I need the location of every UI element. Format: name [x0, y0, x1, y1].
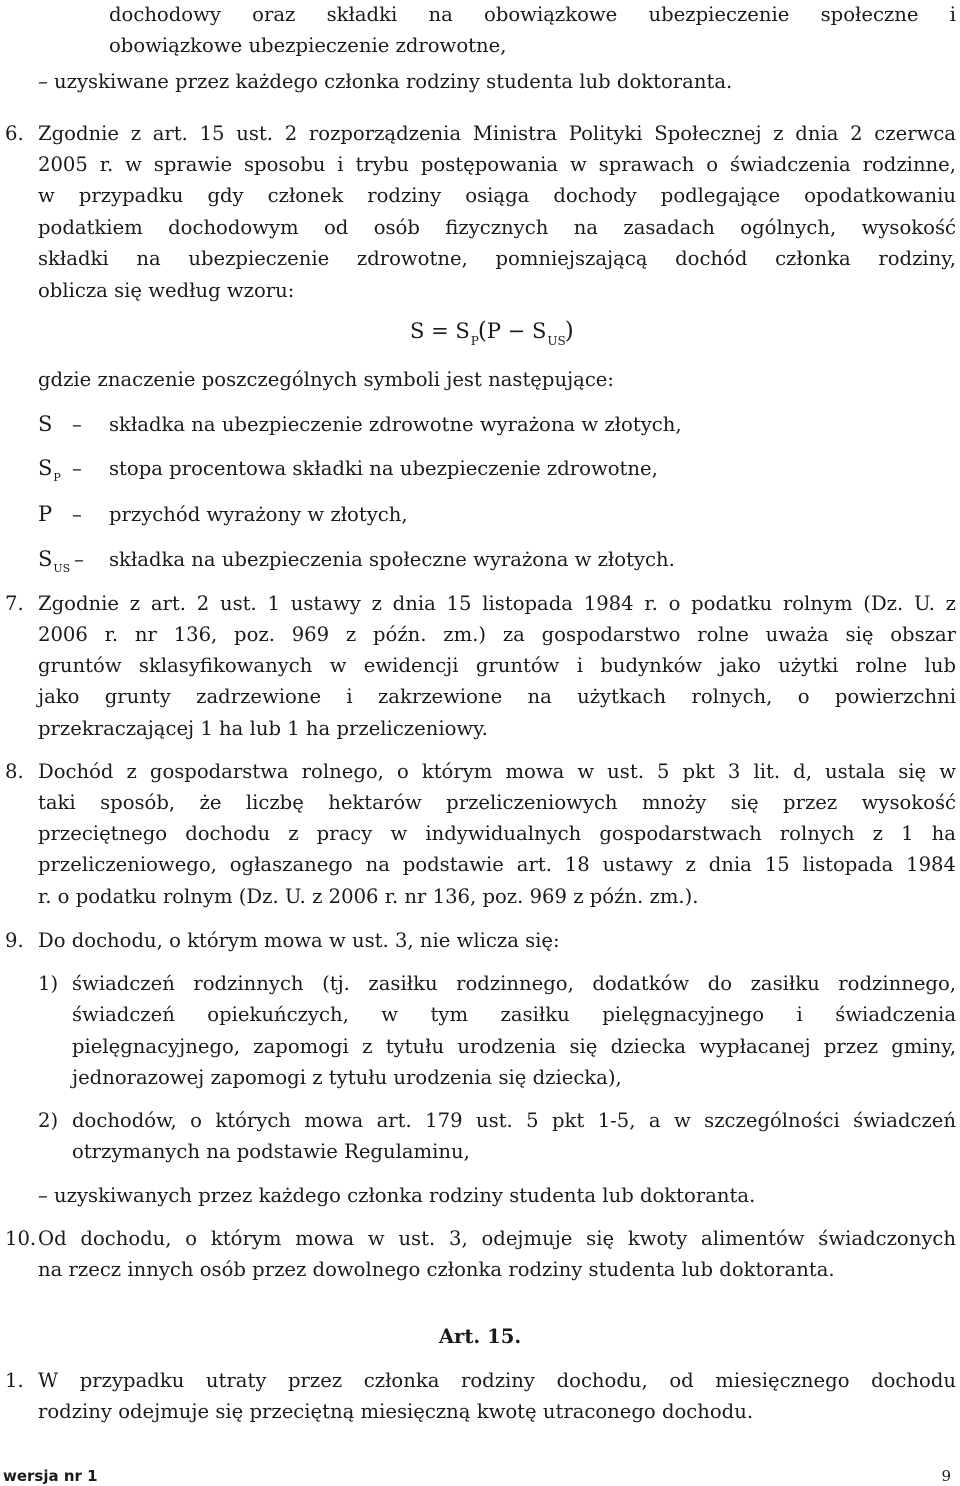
- legend-1-symbol: $S_P$: [38, 456, 61, 484]
- item-9-sub-2-number: 2): [38, 1109, 59, 1132]
- formula-sub-us: US: [547, 334, 566, 348]
- item-8-line-4: przeliczeniowego, ogłaszanego na podstawie art. 18 ustawy z dnia 15 listopada 1984: [38, 853, 956, 876]
- formula-sub-p: P: [470, 334, 479, 348]
- item-9-sub-2-line-2: otrzymanych na podstawie Regulaminu,: [72, 1140, 470, 1163]
- item-10-line-1: Od dochodu, o którym mowa w ust. 3, odejmuje się kwoty alimentów świadczonych: [38, 1227, 956, 1250]
- item-9-number: 9.: [5, 929, 24, 952]
- legend-3-symbol: $S_{US}$: [38, 547, 71, 575]
- item-9-sub-1-line-1: świadczeń rodzinnych (tj. zasiłku rodzinnego, dodatków do zasiłku rodzinnego,: [72, 972, 956, 995]
- item-9-dash-line: – uzyskiwanych przez każdego członka rodziny studenta lub doktoranta.: [38, 1184, 756, 1207]
- formula-lhs: S: [410, 319, 425, 343]
- legend-0-symbol: S: [38, 412, 53, 436]
- item-7-line-4: jako grunty zadrzewione i zakrzewione na użytkach rolnych, o powierzchni: [38, 685, 956, 708]
- item-10-line-2: na rzecz innych osób przez dowolnego członka rodziny studenta lub doktoranta.: [38, 1258, 835, 1281]
- item-6-number: 6.: [5, 122, 24, 145]
- top-para-line-1: dochodowy oraz składki na obowiązkowe ubezpieczenie społeczne i: [109, 3, 956, 26]
- top-dash-line: – uzyskiwane przez każdego członka rodziny studenta lub doktoranta.: [38, 70, 733, 93]
- art-15-item-1-line-1: W przypadku utraty przez członka rodziny dochodu, od miesięcznego dochodu: [38, 1369, 956, 1392]
- legend-3-dash: –: [74, 548, 84, 571]
- item-8-line-1: Dochód z gospodarstwa rolnego, o którym mowa w ust. 5 pkt 3 lit. d, ustala się w: [38, 760, 956, 783]
- legend-0-dash: –: [72, 413, 82, 436]
- item-6-line-2: 2005 r. w sprawie sposobu i trybu postępowania w sprawach o świadczenia rodzinne,: [38, 153, 956, 176]
- item-9-sub-1-number: 1): [38, 972, 59, 995]
- item-9-sub-2-line-1: dochodów, o których mowa art. 179 ust. 5 pkt 1-5, a w szczególności świadczeń: [72, 1109, 956, 1132]
- formula-open-paren: (: [477, 318, 487, 344]
- item-6-line-3: w przypadku gdy członek rodziny osiąga dochody podlegające opodatkowaniu: [38, 184, 956, 207]
- item-8-number: 8.: [5, 760, 24, 783]
- item-8-line-3: przeciętnego dochodu z pracy w indywidualnych gospodarstwach rolnych z 1 ha: [38, 822, 956, 845]
- formula-s2: S: [531, 319, 547, 343]
- top-para-line-2: obowiązkowe ubezpieczenie zdrowotne,: [109, 34, 507, 57]
- legend-1-text: stopa procentowa składki na ubezpieczenie zdrowotne,: [109, 457, 658, 480]
- legend-intro: gdzie znaczenie poszczególnych symboli jest następujące:: [38, 368, 614, 391]
- legend-2-symbol: P: [38, 502, 53, 526]
- formula-close-paren: ): [564, 318, 574, 344]
- art-15-item-1-line-2: rodziny odejmuje się przeciętną miesięczną kwotę utraconego dochodu.: [38, 1400, 754, 1423]
- item-6-line-1: Zgodnie z art. 15 ust. 2 rozporządzenia Ministra Polityki Społecznej z dnia 2 czerwca: [38, 122, 956, 145]
- item-9-line-1: Do dochodu, o którym mowa w ust. 3, nie wlicza się:: [38, 929, 560, 952]
- item-8-line-5: r. o podatku rolnym (Dz. U. z 2006 r. nr 136, poz. 969 z późn. zm.).: [38, 885, 699, 908]
- formula: [410, 319, 574, 347]
- item-7-line-3: gruntów sklasyfikowanych w ewidencji gruntów i budynków jako użytki rolne lub: [38, 654, 956, 677]
- formula-equals: =: [431, 319, 449, 343]
- item-10-number: 10.: [5, 1227, 37, 1250]
- item-7-number: 7.: [5, 592, 24, 615]
- art-15-item-1-number: 1.: [5, 1369, 24, 1392]
- item-7-line-5: przekraczającej 1 ha lub 1 ha przeliczeniowy.: [38, 717, 488, 740]
- formula-p: P: [486, 319, 501, 343]
- item-7-line-1: Zgodnie z art. 2 ust. 1 ustawy z dnia 15 listopada 1984 r. o podatku rolnym (Dz. U. z: [38, 592, 956, 615]
- item-9-sub-1-line-4: jednorazowej zapomogi z tytułu urodzenia się dziecka),: [72, 1066, 622, 1089]
- legend-3-text: składka na ubezpieczenia społeczne wyrażona w złotych.: [109, 548, 675, 571]
- item-9-sub-1-line-3: pielęgnacyjnego, zapomogi z tytułu urodzenia się dziecka wypłacanej przez gminy,: [72, 1035, 956, 1058]
- footer-page-number: 9: [941, 1467, 951, 1485]
- legend-2-dash: –: [72, 503, 82, 526]
- item-6-line-4: podatkiem dochodowym od osób fizycznych na zasadach ogólnych, wysokość: [38, 216, 956, 239]
- legend-1-dash: –: [72, 457, 82, 480]
- formula-s: S: [455, 319, 470, 343]
- formula-minus: −: [507, 319, 526, 343]
- item-6-line-5: składki na ubezpieczenie zdrowotne, pomniejszającą dochód członka rodziny,: [38, 247, 956, 270]
- item-9-sub-1-line-2: świadczeń opiekuńczych, w tym zasiłku pielęgnacyjnego i świadczenia: [72, 1003, 956, 1026]
- footer-version: wersja nr 1: [3, 1467, 98, 1485]
- legend-2-text: przychód wyrażony w złotych,: [109, 503, 408, 526]
- art-15-heading: Art. 15.: [438, 1325, 522, 1348]
- item-8-line-2: taki sposób, że liczbę hektarów przeliczeniowych mnoży się przez wysokość: [38, 791, 956, 814]
- legend-0-text: składka na ubezpieczenie zdrowotne wyrażona w złotych,: [109, 413, 682, 436]
- item-7-line-2: 2006 r. nr 136, poz. 969 z późn. zm.) za gospodarstwo rolne uważa się obszar: [38, 623, 956, 646]
- item-6-line-6: oblicza się według wzoru:: [38, 279, 295, 302]
